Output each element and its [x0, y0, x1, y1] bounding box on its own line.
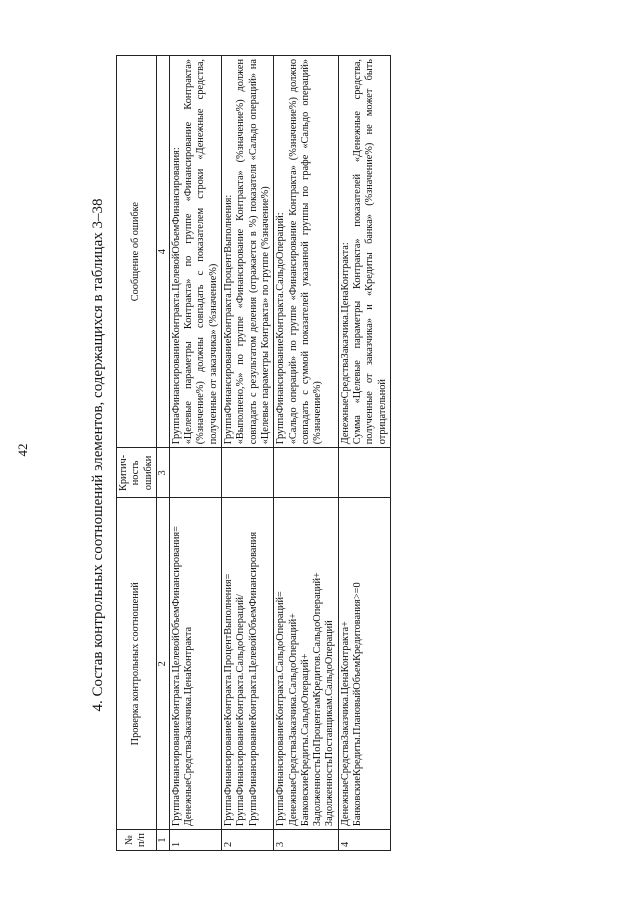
message-cell [338, 56, 390, 448]
criticality-cell [274, 448, 338, 498]
check-cell [222, 498, 274, 830]
column-number: 4 [156, 56, 169, 448]
table-row [274, 56, 338, 851]
section-title: 4. Состав контрольных соотношений элементов, содержащихся в таблицах 3–38 [90, 198, 106, 712]
message-line: ДенежныеСредстваЗаказчика.ЦенаКонтракта: [339, 242, 351, 445]
check-line: ЗадолженностьПоПроцентамКредитов.СальдоОпераций+ [312, 572, 324, 827]
column-number: 1 [156, 830, 169, 851]
row-number: 3 [274, 830, 338, 851]
check-line: ГруппаФинансированиеКонтракта.СальдоОпераций/ [235, 594, 247, 827]
check-cell [338, 498, 390, 830]
header-criticality: Критич-ность ошибки [117, 448, 157, 498]
table-row [222, 56, 274, 851]
check-line: ДенежныеСредстваЗаказчика.ЦенаКонтракта [183, 626, 195, 827]
column-numbers-row [156, 56, 169, 851]
check-line: ГруппаФинансированиеКонтракта.ЦелевойОбъемФинансирования= [170, 526, 182, 827]
column-number: 2 [156, 498, 169, 830]
check-cell [274, 498, 338, 830]
table-row [338, 56, 390, 851]
message-line: ГруппаФинансированиеКонтракта.ПроцентВыполнения: [223, 194, 235, 445]
page-number: 42 [15, 443, 30, 457]
check-line: ГруппаФинансированиеКонтракта.ЦелевойОбъемФинансирования [247, 531, 259, 827]
row-number: 1 [169, 830, 221, 851]
control-ratios-table [116, 55, 391, 851]
row-number: 2 [222, 830, 274, 851]
message-line: Сумма «Целевые параметры Контракта» показателей «Денежные средства, полученные от заказчика» и «Кредиты банка» (%значение%) не может быть отрицательной [352, 59, 388, 445]
message-line: «Сальдо операций» по группе «Финансирование Контракта» (%значение%) должно совпадать с суммой показателей указанной группы по графе «Сальдо операций» (%значение%) [287, 59, 324, 445]
row-number: 4 [338, 830, 390, 851]
header-number: № п/п [117, 830, 157, 851]
message-line: «Целевые параметры Контракта» по группе «Финансирование Контракта» (%значение%) должны совпадать с показателем строки «Денежные средства, полученные от заказчика» (%значение%) [183, 59, 219, 445]
check-line: ДенежныеСредстваЗаказчика.СальдоОпераций+ [287, 613, 299, 827]
column-number: 3 [156, 448, 169, 498]
header-check: Проверка контрольных соотношений [117, 498, 157, 830]
check-line: ДенежныеСредстваЗаказчика.ЦенаКонтракта+ [339, 621, 351, 827]
message-line: ГруппаФинансированиеКонтракта.ЦелевойОбъемФинансирования: [170, 147, 182, 445]
check-line: ГруппаФинансированиеКонтракта.ПроцентВыполнения= [223, 573, 235, 827]
message-cell [222, 56, 274, 448]
message-line: «Выполнено,%» по группе «Финансирование Контракта» (%значение%) должен совпадать с результатом деления (отражается в %) показателя «Сальдо операций» на «Целевые параметры Контракта» по группе (%значение%) [235, 59, 271, 445]
criticality-cell [169, 448, 221, 498]
check-line: ГруппаФинансированиеКонтракта.СальдоОпераций= [275, 591, 287, 827]
criticality-cell [338, 448, 390, 498]
message-cell [274, 56, 338, 448]
check-line: БанковскиеКредиты.СальдоОпераций+ [299, 653, 311, 827]
message-cell [169, 56, 221, 448]
check-line: БанковскиеКредиты.ПлановыйОбъемКредитования>=0 [352, 582, 364, 827]
check-line: ЗадолженностьПоставщикам.СальдоОпераций [324, 620, 336, 827]
header-message: Сообщение об ошибке [117, 56, 157, 448]
message-line: ГруппаФинансированиеКонтракта.СальдоОпераций: [275, 212, 287, 445]
check-cell [169, 498, 221, 830]
table-header-row [117, 56, 157, 851]
criticality-cell [222, 448, 274, 498]
table-row [169, 56, 221, 851]
